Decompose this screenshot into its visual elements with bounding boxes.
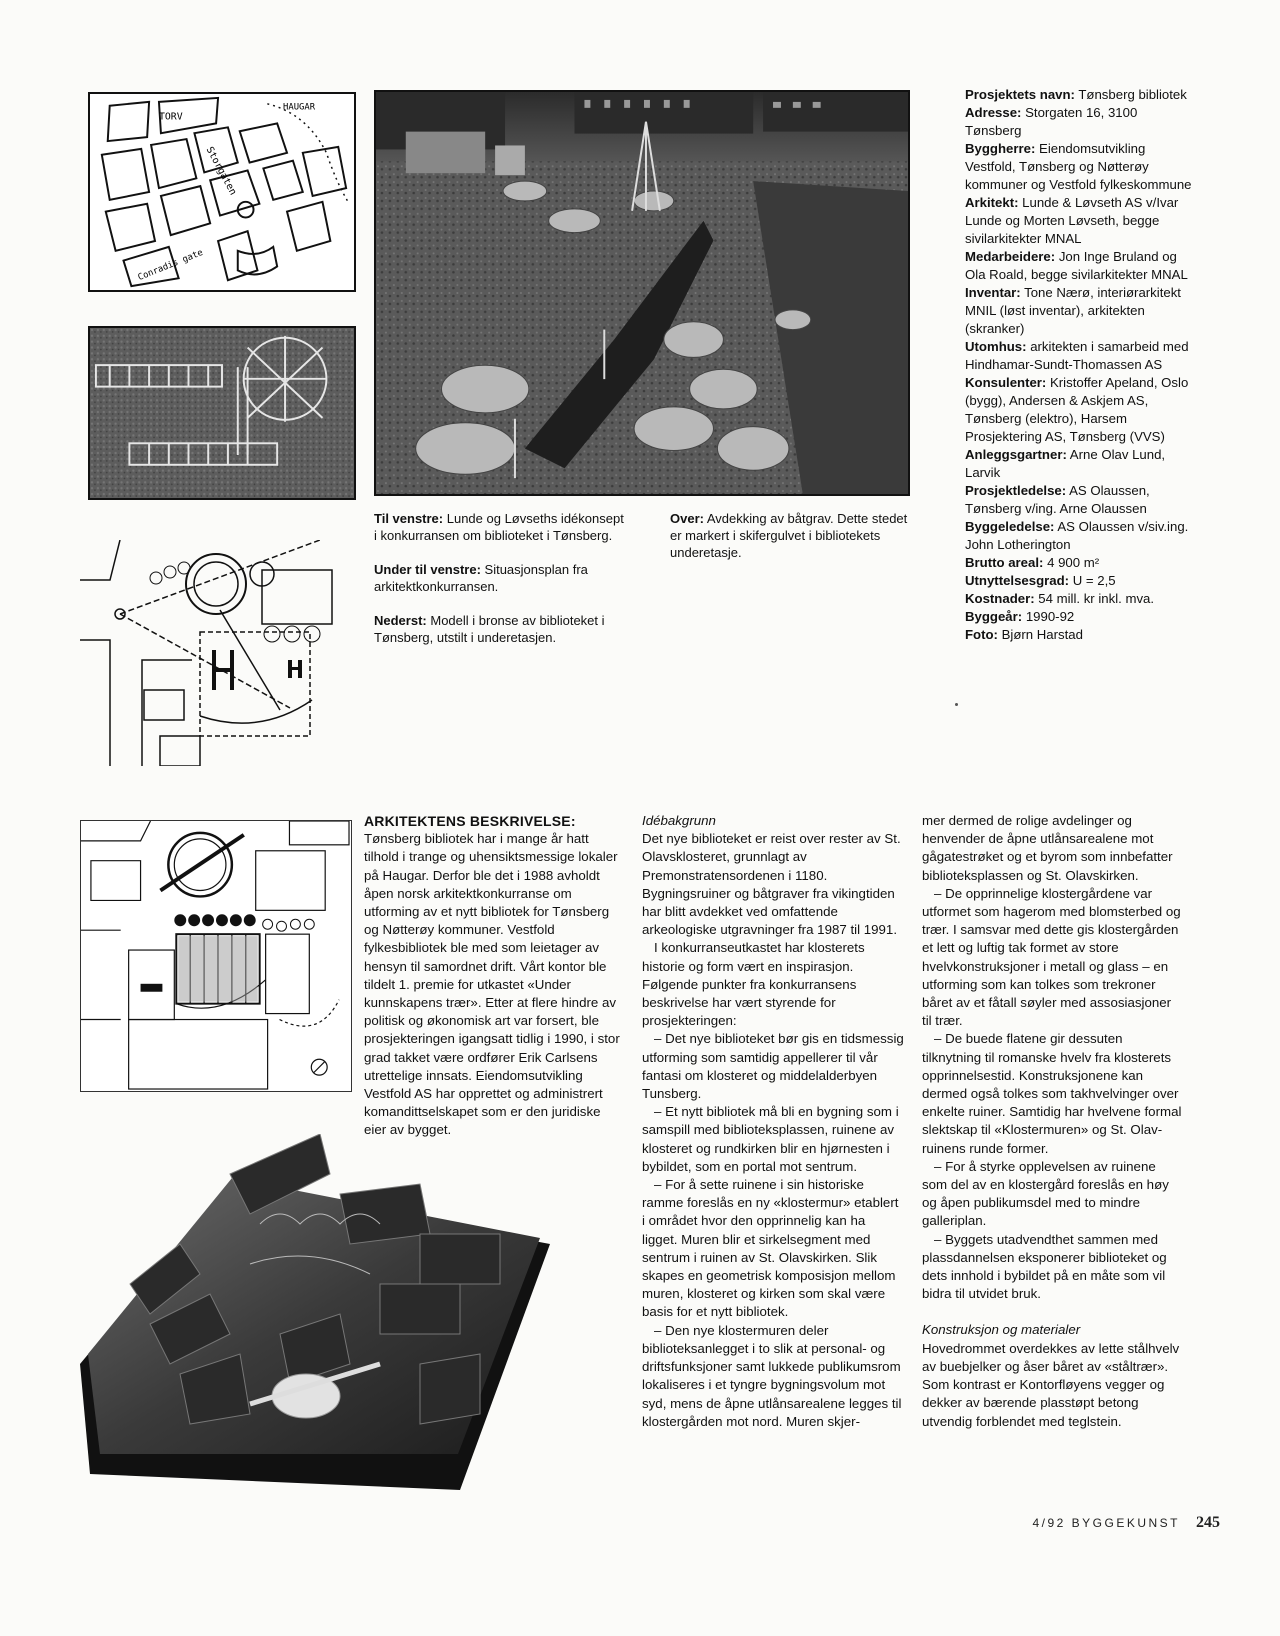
paragraph: – Det nye biblioteket bør gis en tidsmessig utforming som samtidig appellerer til vår fantasi om klosteret og middelalderbyen Tunsberg. — [642, 1031, 904, 1102]
boat-grave-excavation-photo — [374, 90, 910, 496]
info-value: 4 900 m² — [1043, 555, 1100, 570]
article-column-1 — [364, 812, 626, 1140]
subheading-konstruksjon: Konstruksjon og materialer — [922, 1322, 1081, 1338]
info-value: 54 mill. kr inkl. mva. — [1034, 591, 1155, 606]
left-captions — [374, 510, 629, 663]
page-number: 245 — [1196, 1514, 1220, 1531]
map-label-haugar: HAUGAR — [283, 102, 316, 113]
info-value: Eiendomsutvikling Vestfold, Tønsberg og Nøtterøy kommuner og Vestfold fylkeskommune — [965, 141, 1192, 192]
paragraph: Hovedrommet overdekkes av lette stålhvelv av buebjelker og åser båret av «ståltrær». Som kontrast er Kontorfløyens vegger og dekker av bærende plasstøpt betong utvendig forblendet med teglstein. — [922, 1340, 1180, 1429]
info-label: Arkitekt: — [965, 195, 1019, 210]
street-map-drawing — [90, 94, 354, 290]
info-row — [965, 374, 1195, 446]
project-info-block — [965, 86, 1195, 644]
caption-til-venstre: Til venstre: Lunde og Løvseths idékonsept i konkurransen om biblioteket i Tønsberg. — [374, 511, 624, 543]
map-label-storgaten: Storgaten — [203, 145, 239, 198]
info-label: Prosjektets navn: — [965, 87, 1075, 102]
concept-aerial-photo — [88, 326, 356, 500]
map-label-conradis-gate: Conradis gate — [136, 247, 205, 283]
article-column-2 — [642, 812, 904, 1431]
map-label-torv: TORV — [158, 111, 183, 123]
caption-over: Over: Avdekking av båtgrav. Dette stedet er markert i skifergulvet i bibliotekets underetasje. — [670, 511, 908, 560]
info-value: U = 2,5 — [1069, 573, 1116, 588]
info-value: arkitekten i samarbeid med Hindhamar-Sundt-Thomassen AS — [965, 339, 1189, 372]
info-value: AS Olaussen v/siv.ing. John Lotherington — [965, 519, 1189, 552]
info-row — [965, 86, 1195, 104]
info-row — [965, 446, 1195, 482]
info-row — [965, 194, 1195, 248]
info-label: Byggherre: — [965, 141, 1036, 156]
article-intro-paragraph: Tønsberg bibliotek har i mange år hatt tilhold i trange og uhensiktsmessige lokaler på Haugar. Derfor ble det i 1988 avholdt åpen norsk arkitektkonkurranse om utforming av et nytt bibliotek for Tønsberg og Nøtterøy kommuner. Vestfold fylkesbibliotek ble med som leietager av hensyn til samordnet drift. Vårt kontor ble tildelt 1. premie for utkastet «Under kunnskapens trær». Etter at flere hindre av politisk og økonomisk art var forsert, ble prosjekteringen igangsatt tidlig i 1990, i stor grad takket være ordfører Erik Carlsens utrettelige innsats. Eiendomsutvikling Vestfold AS har opprettet og administrert komandittselskapet som er den juridiske eier av bygget. — [364, 831, 620, 1138]
article-heading: ARKITEKTENS BESKRIVELSE: — [364, 813, 576, 829]
paragraph: – De opprinnelige klostergårdene var utformet som hagerom med blomsterbed og trær. I samsvar med dette gis klostergården et lett og luftig tak formet av store hvelvkonstruksjoner i metall og glass – en utforming som kan tolkes som trekroner båret av et fåtall søyler med assosiasjoner til trær. — [922, 885, 1181, 1029]
info-label: Utnyttelsesgrad: — [965, 573, 1070, 588]
info-value: Tønsberg bibliotek — [1074, 87, 1187, 102]
map-sketch — [88, 92, 356, 292]
paragraph: Det nye biblioteket er reist over rester av St. Olavsklosteret, grunnlagt av Premonstratensordenen i 1180. Bygningsruiner og båtgraver fra vikingtiden har blitt avdekket ved omfattende arkeologiske utgravninger fra 1987 til 1991. — [642, 831, 901, 938]
info-label: Byggeledelse: — [965, 519, 1055, 534]
info-value: Lunde & Løvseth AS v/Ivar Lunde og Morten Løvseth, begge sivilarkitekter MNAL — [965, 195, 1179, 246]
info-value: AS Olaussen, Tønsberg v/ing. Arne Olaussen — [965, 483, 1150, 516]
info-label: Foto: — [965, 627, 998, 642]
info-value: Storgaten 16, 3100 Tønsberg — [965, 105, 1138, 138]
info-label: Kostnader: — [965, 591, 1035, 606]
competition-site-plan — [80, 820, 352, 1092]
info-value: 1990-92 — [1022, 609, 1075, 624]
info-row — [965, 248, 1195, 284]
info-value: Kristoffer Apeland, Oslo (bygg), Andersen & Askjem AS, Tønsberg (elektro), Harsem Prosjektering AS, Tønsberg (VVS) — [965, 375, 1189, 444]
info-row — [965, 518, 1195, 554]
info-value: Arne Olav Lund, Larvik — [965, 447, 1166, 480]
info-value: Tone Nærø, interiørarkitekt MNIL (løst inventar), arkitekten (skranker) — [965, 285, 1181, 336]
issue-label: 4/92 BYGGEKUNST — [1032, 1516, 1180, 1530]
paragraph: – Byggets utadvendthet sammen med plassdannelsen eksponerer biblioteket og dets innhold i bybildet på en måte som vil bidra til utvidet bruk. — [922, 1231, 1167, 1302]
info-row — [965, 140, 1195, 194]
concept-site-plan — [80, 540, 352, 766]
paragraph: I konkurranseutkastet har klosterets historie og form vært en inspirasjon. Følgende punkter fra konkurransens beskrivelse har vært styrende for prosjekteringen: — [642, 940, 865, 1029]
paragraph: – Den nye klostermuren deler biblioteksanlegget i to slik at personal- og driftsfunksjoner samt lukkede publikumsrom lokaliseres i et tyngre bygningsvolum mot syd, mens de åpne utlånsarealene legges til klostergården mot nord. Muren skjer- — [642, 1322, 902, 1429]
info-label: Brutto areal: — [965, 555, 1044, 570]
info-row — [965, 572, 1195, 590]
info-row — [965, 608, 1195, 626]
info-label: Utomhus: — [965, 339, 1027, 354]
info-label: Inventar: — [965, 285, 1021, 300]
caption-nederst: Nederst: Modell i bronse av biblioteket i Tønsberg, utstilt i underetasjen. — [374, 613, 605, 645]
info-label: Prosjektledelse: — [965, 483, 1067, 498]
info-value: Bjørn Harstad — [997, 627, 1083, 642]
print-speck — [955, 703, 958, 706]
info-value: Jon Inge Bruland og Ola Roald, begge sivilarkitekter MNAL — [965, 249, 1188, 282]
info-label: Konsulenter: — [965, 375, 1047, 390]
info-row — [965, 626, 1195, 644]
paragraph: – Et nytt bibliotek må bli en bygning som i samspill med biblioteksplassen, ruinene av klosteret og rundkirken blir en hjørnesten i bybildet, som en portal mot sentrum. — [642, 1104, 899, 1174]
paragraph: – De buede flatene gir dessuten tilknytning til romanske hvelv fra klosterets opprinnelsestid. Konstruksjonene kan dermed også tolkes som takhvelvinger over enkelte ruiner. Samtidig har hvelvene formal slektskap til «Klostermuren» og St. Olav-ruinens runde former. — [922, 1031, 1182, 1156]
info-row — [965, 284, 1195, 338]
info-row — [965, 104, 1195, 140]
article-column-3 — [922, 812, 1184, 1431]
info-row — [965, 554, 1195, 572]
page-footer — [1032, 1514, 1220, 1532]
paragraph: – For å styrke opplevelsen av ruinene som del av en klostergård foreslås en høy og åpen publikumsdel med to mindre galleriplan. — [922, 1158, 1169, 1229]
info-label: Adresse: — [965, 105, 1022, 120]
paragraph: mer dermed de rolige avdelinger og henvender de åpne utlånsarealene mot gågatestrøket og et byrom som innbefatter biblioteksplassen og St. Olavskirken. — [922, 813, 1173, 883]
info-row — [965, 338, 1195, 374]
info-label: Byggeår: — [965, 609, 1023, 624]
info-row — [965, 482, 1195, 518]
bronze-model-photo — [80, 1134, 592, 1490]
info-row — [965, 590, 1195, 608]
info-label: Medarbeidere: — [965, 249, 1056, 264]
subheading-idebakgrunn: Idébakgrunn — [642, 813, 716, 828]
info-label: Anleggsgartner: — [965, 447, 1067, 462]
paragraph: – For å sette ruinene i sin historiske ramme foreslås en ny «klostermur» etablert i området hvor den opprinnelig kan ha ligget. Muren blir et sirkelsegment med sentrum i ruinen av St. Olavskirken. Slik skapes en geometrisk komposisjon mellom muren, klosteret og kirken som skal være basis for et nytt bibliotek. — [642, 1177, 899, 1320]
caption-under-til-venstre: Under til venstre: Situasjonsplan fra arkitektkonkurransen. — [374, 562, 588, 594]
